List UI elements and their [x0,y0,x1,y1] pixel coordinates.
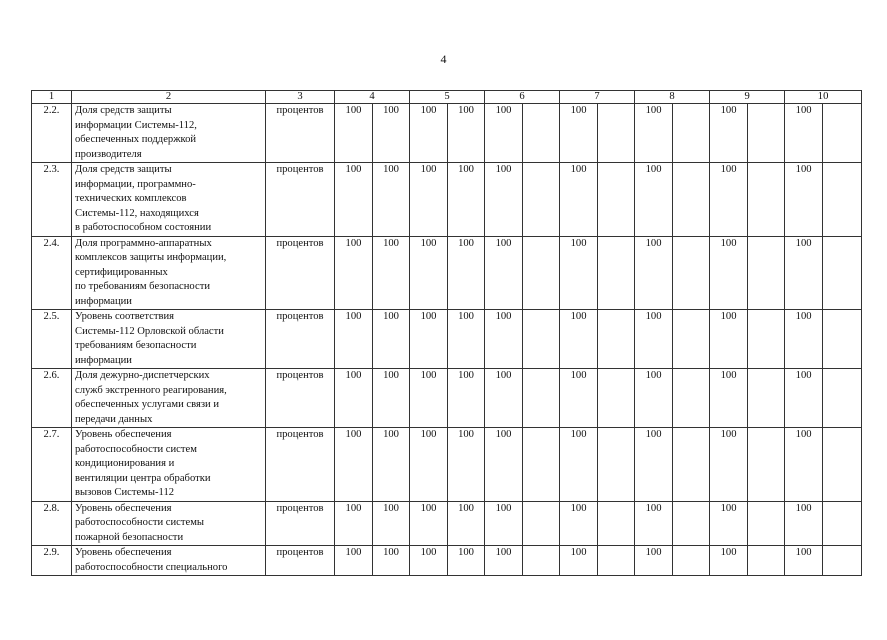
header-cell: 6 [485,91,560,104]
value-cell: 100 [410,104,448,163]
indicator-name-line: работоспособности специального [75,561,228,573]
value-cell: 100 [635,501,673,546]
value-cell [748,428,785,502]
indicator-name [72,501,266,546]
value-cell [673,310,710,369]
value-cell: 100 [635,236,673,310]
header-cell: 2 [72,91,266,104]
value-cell: 100 [410,163,448,237]
indicator-name-line: работоспособности систем [75,443,197,455]
unit-cell: процентов [266,163,335,237]
indicator-name-line: Системы-112, находящихся [75,207,199,219]
value-cell: 100 [635,369,673,428]
table-row [32,310,862,369]
value-cell: 100 [635,104,673,163]
table-row [32,501,862,546]
value-cell: 100 [448,369,485,428]
value-cell [823,546,862,576]
value-cell [748,546,785,576]
value-cell: 100 [785,369,823,428]
value-cell [748,310,785,369]
indicator-name-line: в работоспособном состоянии [75,222,212,233]
table-row [32,369,862,428]
header-cell: 10 [785,91,862,104]
value-cell [748,501,785,546]
indicator-name-line: производителя [75,148,142,160]
value-cell [598,163,635,237]
indicator-name-line: информации [75,354,132,366]
table-row [32,428,862,502]
value-cell: 100 [410,428,448,502]
value-cell: 100 [448,546,485,576]
value-cell: 100 [335,428,373,502]
page-number: 4 [440,52,447,66]
value-cell: 100 [710,310,748,369]
value-cell: 100 [485,428,523,502]
value-cell: 100 [373,310,410,369]
indicator-name-line: технических комплексов [75,193,187,204]
value-cell: 100 [373,163,410,237]
value-cell: 100 [410,546,448,576]
value-cell [673,236,710,310]
value-cell: 100 [710,428,748,502]
value-cell: 100 [448,163,485,237]
value-cell [598,236,635,310]
value-cell: 100 [785,546,823,576]
indicator-name-line: информации Системы-112, [75,119,197,131]
value-cell: 100 [785,236,823,310]
value-cell: 100 [635,310,673,369]
value-cell [673,428,710,502]
unit-cell: процентов [266,104,335,163]
value-cell: 100 [635,546,673,576]
value-cell: 100 [335,104,373,163]
indicator-name [72,546,266,576]
indicator-name-line: Доля средств защиты [75,105,172,116]
value-cell [823,236,862,310]
value-cell [748,163,785,237]
value-cell: 100 [635,428,673,502]
value-cell [823,428,862,502]
value-cell: 100 [373,428,410,502]
header-cell: 5 [410,91,485,104]
value-cell [748,236,785,310]
value-cell: 100 [710,236,748,310]
value-cell: 100 [560,428,598,502]
unit-cell: процентов [266,236,335,310]
value-cell [523,546,560,576]
indicator-name-line: Уровень обеспечения [75,502,172,514]
value-cell [598,501,635,546]
value-cell: 100 [448,104,485,163]
value-cell [673,163,710,237]
indicator-name-line: Уровень соответствия [75,311,175,322]
row-number: 2.9. [32,546,72,576]
value-cell [598,310,635,369]
value-cell: 100 [785,104,823,163]
value-cell [598,104,635,163]
value-cell: 100 [335,501,373,546]
indicator-name [72,369,266,428]
value-cell [523,310,560,369]
value-cell: 100 [560,546,598,576]
value-cell: 100 [373,369,410,428]
header-cell: 8 [635,91,710,104]
value-cell: 100 [373,501,410,546]
value-cell: 100 [335,546,373,576]
value-cell: 100 [560,163,598,237]
value-cell: 100 [410,310,448,369]
unit-cell: процентов [266,310,335,369]
unit-cell: процентов [266,428,335,502]
value-cell [673,104,710,163]
indicator-name-line: Системы-112 Орловской области [75,325,224,337]
header-cell: 3 [266,91,335,104]
value-cell: 100 [785,501,823,546]
indicator-name-line: по требованиям безопасности [75,281,210,292]
value-cell: 100 [373,104,410,163]
row-number: 2.7. [32,428,72,502]
value-cell: 100 [710,369,748,428]
value-cell: 100 [485,163,523,237]
value-cell: 100 [448,501,485,546]
table-row [32,236,862,310]
value-cell: 100 [485,369,523,428]
indicator-name [72,163,266,237]
value-cell [748,369,785,428]
value-cell: 100 [335,369,373,428]
table-row [32,546,862,576]
value-cell: 100 [710,104,748,163]
value-cell: 100 [485,501,523,546]
indicator-name-line: обеспеченных поддержкой [75,134,197,145]
value-cell: 100 [785,310,823,369]
value-cell [823,501,862,546]
value-cell: 100 [410,501,448,546]
indicator-name-line: пожарной безопасности [75,531,184,543]
indicator-name [72,428,266,502]
value-cell: 100 [710,546,748,576]
value-cell: 100 [485,546,523,576]
value-cell: 100 [560,501,598,546]
value-cell: 100 [335,310,373,369]
value-cell [598,369,635,428]
indicator-name [72,310,266,369]
indicator-name-line: Уровень обеспечения [75,547,172,558]
header-cell: 9 [710,91,785,104]
indicator-name-line: комплексов защиты информации, [75,252,227,263]
value-cell: 100 [373,546,410,576]
header-cell: 1 [32,91,72,104]
value-cell [823,369,862,428]
value-cell: 100 [335,163,373,237]
header-cell: 4 [335,91,410,104]
header-cell: 7 [560,91,635,104]
value-cell [823,163,862,237]
value-cell [523,236,560,310]
value-cell [523,104,560,163]
row-number: 2.3. [32,163,72,237]
indicator-name-line: информации [75,295,132,307]
table-header-row [32,91,862,104]
value-cell: 100 [410,369,448,428]
value-cell [823,104,862,163]
value-cell: 100 [710,501,748,546]
value-cell: 100 [560,310,598,369]
value-cell: 100 [485,310,523,369]
value-cell [823,310,862,369]
value-cell: 100 [335,236,373,310]
row-number: 2.6. [32,369,72,428]
indicator-name-line: требованиям безопасности [75,340,197,351]
indicator-name-line: кондиционирования и [75,458,175,469]
row-number: 2.4. [32,236,72,310]
indicator-name-line: вызовов Системы-112 [75,487,175,498]
unit-cell: процентов [266,546,335,576]
indicator-name-line: информации, программно- [75,178,196,190]
value-cell [523,163,560,237]
value-cell: 100 [373,236,410,310]
indicator-name-line: служб экстренного реагирования, [75,384,227,396]
indicator-name-line: сертифицированных [75,266,168,278]
indicators-table [31,90,862,576]
indicator-name-line: обеспеченных услугами связи и [75,399,220,410]
value-cell [598,428,635,502]
value-cell: 100 [785,163,823,237]
value-cell: 100 [560,104,598,163]
value-cell [673,501,710,546]
table-row [32,104,862,163]
indicator-name-line: Доля программно-аппаратных [75,237,212,249]
value-cell [748,104,785,163]
indicator-name [72,104,266,163]
value-cell [523,428,560,502]
value-cell [523,501,560,546]
indicator-name-line: работоспособности системы [75,517,205,528]
value-cell: 100 [485,236,523,310]
table-body [32,104,862,576]
unit-cell: процентов [266,369,335,428]
row-number: 2.8. [32,501,72,546]
value-cell: 100 [448,428,485,502]
indicator-name-line: Доля средств защиты [75,164,172,175]
value-cell: 100 [485,104,523,163]
value-cell: 100 [710,163,748,237]
value-cell: 100 [635,163,673,237]
indicator-name-line: Доля дежурно-диспетчерских [75,370,210,381]
indicator-name-line: Уровень обеспечения [75,429,172,440]
value-cell: 100 [560,369,598,428]
value-cell [523,369,560,428]
value-cell: 100 [448,310,485,369]
value-cell: 100 [410,236,448,310]
indicator-name-line: передачи данных [75,413,153,425]
table-row [32,163,862,237]
value-cell [598,546,635,576]
value-cell [673,369,710,428]
indicator-name-line: вентиляции центра обработки [75,472,211,484]
value-cell [673,546,710,576]
row-number: 2.2. [32,104,72,163]
row-number: 2.5. [32,310,72,369]
value-cell: 100 [560,236,598,310]
value-cell: 100 [785,428,823,502]
unit-cell: процентов [266,501,335,546]
indicator-name [72,236,266,310]
value-cell: 100 [448,236,485,310]
